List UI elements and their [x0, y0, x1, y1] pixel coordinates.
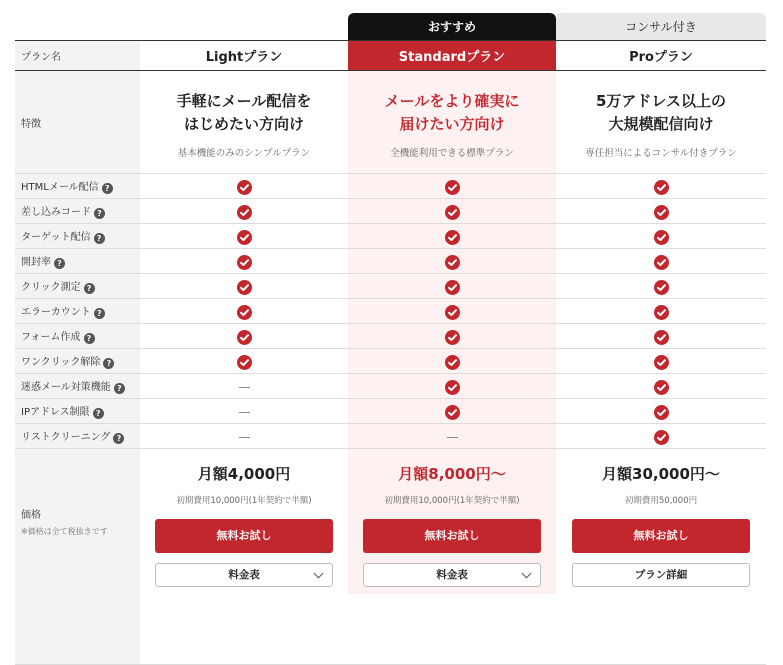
dash-icon	[447, 437, 458, 438]
standard-availability	[348, 274, 556, 299]
check-icon	[445, 230, 460, 245]
pro-availability	[556, 374, 766, 399]
feature-name: ターゲット配信	[21, 232, 91, 243]
help-icon[interactable]: ?	[102, 183, 113, 194]
price-label-cell	[15, 449, 140, 665]
feature-label: 特徴	[15, 71, 140, 174]
plan-name-row	[15, 41, 766, 71]
standard-plan-name: Standardプラン	[348, 41, 556, 71]
feature-row	[15, 274, 766, 299]
standard-availability	[348, 374, 556, 399]
feature-row-label	[15, 224, 140, 249]
pro-availability	[556, 174, 766, 199]
check-icon	[654, 205, 669, 220]
check-icon	[237, 355, 252, 370]
light-price-table-button[interactable]	[155, 563, 333, 587]
check-icon	[237, 230, 252, 245]
dash-icon	[239, 437, 250, 438]
help-icon[interactable]: ?	[84, 283, 95, 294]
pro-feature	[556, 71, 766, 174]
check-icon	[445, 380, 460, 395]
feature-row	[15, 174, 766, 199]
check-icon	[445, 330, 460, 345]
help-icon[interactable]: ?	[94, 233, 105, 244]
light-availability	[140, 249, 348, 274]
check-icon	[237, 280, 252, 295]
standard-trial-button[interactable]: 無料お試し	[363, 519, 541, 553]
feature-name: リストクリーニング	[21, 432, 111, 443]
help-icon[interactable]: ?	[94, 308, 105, 319]
feature-summary-row	[15, 71, 766, 174]
feature-row	[15, 299, 766, 324]
dash-icon	[239, 412, 250, 413]
pro-plan-detail-button[interactable]	[572, 563, 750, 587]
tax-note: ※価格は全て税抜きです	[21, 527, 108, 536]
standard-availability	[348, 249, 556, 274]
price-label: 価格	[21, 510, 41, 521]
check-icon	[654, 280, 669, 295]
feature-name: 迷惑メール対策機能	[21, 382, 111, 393]
check-icon	[654, 405, 669, 420]
check-icon	[237, 305, 252, 320]
check-icon	[445, 280, 460, 295]
standard-availability	[348, 199, 556, 224]
standard-availability	[348, 399, 556, 424]
standard-feature	[348, 71, 556, 174]
light-initial-fee: 初期費用10,000円(1年契約で半額)	[176, 496, 312, 506]
feature-row	[15, 324, 766, 349]
light-availability	[140, 374, 348, 399]
check-icon	[237, 180, 252, 195]
feature-row	[15, 399, 766, 424]
feature-name: フォーム作成	[21, 332, 81, 343]
check-icon	[445, 180, 460, 195]
feature-name: 差し込みコード	[21, 207, 91, 218]
light-plan-name: Lightプラン	[140, 41, 348, 71]
check-icon	[654, 330, 669, 345]
check-icon	[237, 255, 252, 270]
help-icon[interactable]: ?	[94, 208, 105, 219]
pro-availability	[556, 224, 766, 249]
check-icon	[445, 305, 460, 320]
feature-name: IPアドレス制限	[21, 407, 90, 418]
light-availability	[140, 299, 348, 324]
standard-price: 月額8,000円〜	[398, 465, 506, 483]
light-price-table-label: 料金表	[228, 569, 260, 581]
plan-comparison	[15, 0, 766, 601]
standard-availability	[348, 424, 556, 449]
light-price-cell	[140, 449, 348, 665]
feature-name: エラーカウント	[21, 307, 91, 318]
help-icon[interactable]: ?	[113, 433, 124, 444]
feature-row-label	[15, 274, 140, 299]
light-feature	[140, 71, 348, 174]
pro-feature-sub: 専任担当によるコンサル付きプラン	[585, 147, 737, 159]
check-icon	[654, 230, 669, 245]
dash-icon	[239, 387, 250, 388]
light-price: 月額4,000円	[197, 465, 291, 483]
feature-row-label	[15, 324, 140, 349]
pro-feature-title: 5万アドレス以上の 大規模配信向け	[596, 91, 726, 133]
feature-row	[15, 424, 766, 449]
light-availability	[140, 349, 348, 374]
pro-plan-detail-label: プラン詳細	[634, 569, 688, 581]
feature-row	[15, 249, 766, 274]
feature-row-label	[15, 299, 140, 324]
light-trial-button[interactable]: 無料お試し	[155, 519, 333, 553]
help-icon[interactable]: ?	[103, 358, 114, 369]
check-icon	[445, 205, 460, 220]
comparison-table	[15, 40, 766, 665]
chevron-down-icon	[314, 569, 324, 579]
light-availability	[140, 174, 348, 199]
light-feature-sub: 基本機能のみのシンプルプラン	[177, 147, 311, 159]
check-icon	[445, 255, 460, 270]
feature-name: HTMLメール配信	[21, 182, 99, 193]
pro-trial-button[interactable]: 無料お試し	[572, 519, 750, 553]
pro-availability	[556, 199, 766, 224]
standard-availability	[348, 224, 556, 249]
light-availability	[140, 424, 348, 449]
feature-row-label	[15, 199, 140, 224]
light-feature-title: 手軽にメール配信を はじめたい方向け	[176, 91, 312, 133]
feature-row-label	[15, 374, 140, 399]
standard-price-table-button[interactable]	[363, 563, 541, 587]
help-icon[interactable]: ?	[54, 258, 65, 269]
plan-name-label: プラン名	[15, 41, 140, 71]
feature-name: ワンクリック解除	[21, 357, 101, 368]
check-icon	[237, 205, 252, 220]
pro-initial-fee: 初期費用50,000円	[624, 496, 698, 506]
check-icon	[654, 430, 669, 445]
check-icon	[654, 180, 669, 195]
pro-availability	[556, 324, 766, 349]
feature-row	[15, 374, 766, 399]
feature-row	[15, 224, 766, 249]
check-icon	[654, 355, 669, 370]
pro-availability	[556, 399, 766, 424]
standard-availability	[348, 299, 556, 324]
help-icon[interactable]: ?	[93, 408, 104, 419]
light-availability	[140, 274, 348, 299]
consult-label: コンサル付き	[625, 20, 697, 34]
feature-name: クリック測定	[21, 282, 81, 293]
pro-availability	[556, 249, 766, 274]
pro-availability	[556, 299, 766, 324]
check-icon	[445, 405, 460, 420]
check-icon	[237, 330, 252, 345]
help-icon[interactable]: ?	[114, 383, 125, 394]
pro-availability	[556, 349, 766, 374]
standard-availability	[348, 324, 556, 349]
check-icon	[654, 305, 669, 320]
feature-row-label	[15, 424, 140, 449]
pro-availability	[556, 424, 766, 449]
light-availability	[140, 224, 348, 249]
feature-row-label	[15, 399, 140, 424]
pro-availability	[556, 274, 766, 299]
feature-row	[15, 199, 766, 224]
check-icon	[654, 380, 669, 395]
pro-price: 月額30,000円〜	[602, 465, 720, 483]
feature-row-label	[15, 174, 140, 199]
light-availability	[140, 324, 348, 349]
standard-availability	[348, 349, 556, 374]
pro-price-cell	[556, 449, 766, 665]
standard-feature-title: メールをより確実に 届けたい方向け	[384, 91, 520, 133]
light-availability	[140, 199, 348, 224]
consult-tab	[556, 13, 766, 40]
pro-plan-name: Proプラン	[556, 41, 766, 71]
standard-availability	[348, 174, 556, 199]
chevron-down-icon	[522, 569, 532, 579]
feature-name: 開封率	[21, 257, 51, 268]
feature-row-label	[15, 349, 140, 374]
recommended-label: おすすめ	[427, 20, 477, 34]
standard-price-cell	[348, 449, 556, 665]
standard-initial-fee: 初期費用10,000円(1年契約で半額)	[384, 496, 520, 506]
feature-row-label	[15, 249, 140, 274]
standard-feature-sub: 全機能利用できる標準プラン	[390, 147, 514, 159]
light-availability	[140, 399, 348, 424]
recommended-tab	[348, 13, 556, 40]
help-icon[interactable]: ?	[84, 333, 95, 344]
standard-price-table-label: 料金表	[436, 569, 468, 581]
price-row	[15, 449, 766, 665]
feature-row	[15, 349, 766, 374]
check-icon	[654, 255, 669, 270]
check-icon	[445, 355, 460, 370]
